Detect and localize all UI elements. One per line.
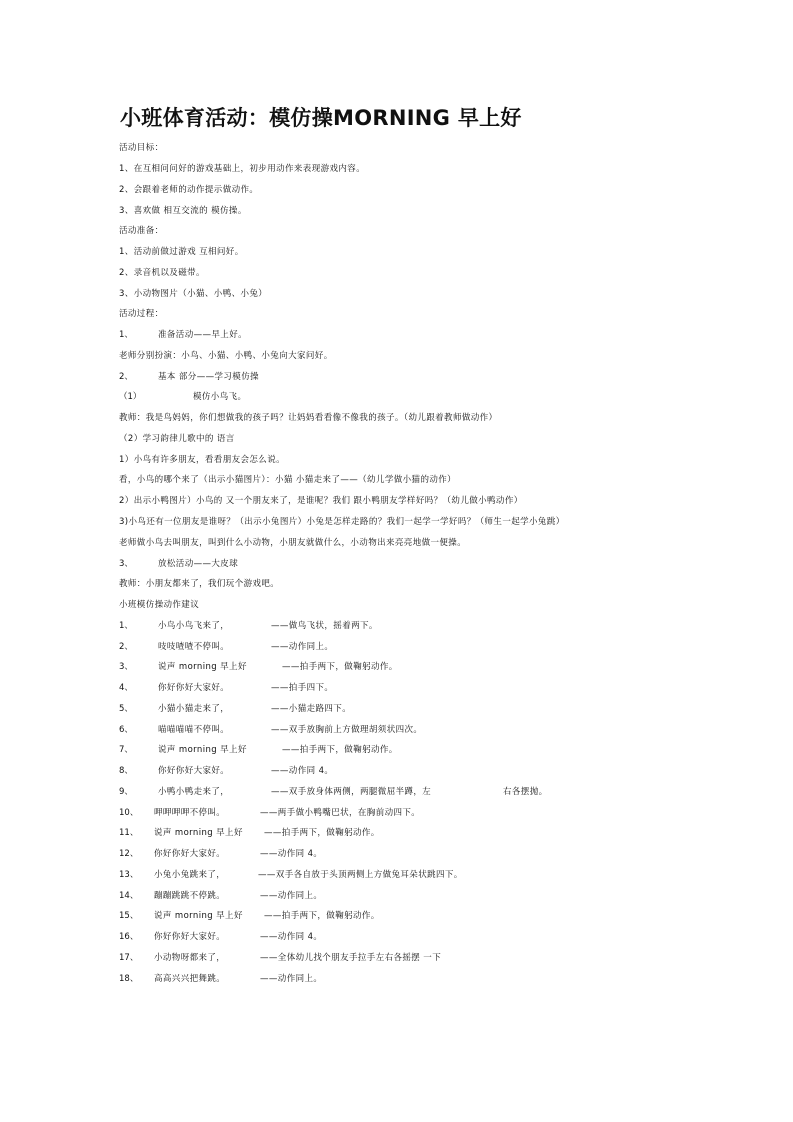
action-lyric: 呷呷呷呷不停叫。 bbox=[154, 808, 226, 818]
action-number: 8、 bbox=[119, 766, 133, 776]
action-move: ——拍手四下。 bbox=[271, 683, 334, 693]
goal-line: 1、在互相问问好的游戏基础上，初步用动作来表现游戏内容。 bbox=[119, 164, 366, 174]
action-number: 12、 bbox=[119, 849, 139, 859]
action-lyric: 说声 morning 早上好 bbox=[158, 745, 247, 755]
action-move: ——双手各自放于头顶两侧上方做兔耳朵状跳四下。 bbox=[258, 870, 463, 880]
section-heading-preparation: 活动准备： bbox=[119, 226, 164, 236]
action-number: 11、 bbox=[119, 828, 139, 838]
preparation-line: 1、活动前做过游戏 互相问好。 bbox=[119, 247, 244, 257]
action-number: 2、 bbox=[119, 642, 133, 652]
action-move: ——两手做小鸭嘴巴状，在胸前动四下。 bbox=[260, 808, 421, 818]
action-number: 16、 bbox=[119, 932, 139, 942]
paragraph-line: 教师：小朋友都来了，我们玩个游戏吧。 bbox=[119, 579, 280, 589]
action-lyric: 喵喵喵喵不停叫。 bbox=[158, 725, 230, 735]
action-number: 18、 bbox=[119, 974, 139, 984]
action-lyric: 小鸭小鸭走来了， bbox=[158, 787, 230, 797]
action-move: ——小猫走路四下。 bbox=[271, 704, 352, 714]
action-number: 1、 bbox=[119, 621, 133, 631]
step-number: 3、 bbox=[119, 559, 133, 569]
action-lyric: 蹦蹦跳跳不停跳。 bbox=[154, 891, 226, 901]
action-lyric: 小兔小兔跳来了， bbox=[154, 870, 226, 880]
action-number: 10、 bbox=[119, 808, 139, 818]
action-move: ——动作同上。 bbox=[260, 891, 323, 901]
paragraph-line: 老师做小鸟去叫朋友，叫到什么小动物，小朋友就做什么，小动物出来亮亮地做一便操。 bbox=[119, 538, 467, 548]
paragraph-line: 2）出示小鸭图片）小鸟的 又一个朋友来了，是谁呢？我们 跟小鸭朋友学样好吗？（幼儿做小鸭动作） bbox=[119, 496, 523, 506]
action-move: ——拍手两下，做鞠躬动作。 bbox=[264, 828, 380, 838]
paragraph-line: 看，小鸟的哪个来了（出示小猫图片）：小猫 小猫走来了——（幼儿学做小猫的动作） bbox=[119, 475, 457, 485]
action-number: 9、 bbox=[119, 787, 133, 797]
action-number: 3、 bbox=[119, 662, 133, 672]
paragraph-line: 1）小鸟有许多朋友，看看朋友会怎么说。 bbox=[119, 455, 286, 465]
action-move: ——动作同 4。 bbox=[260, 849, 323, 859]
action-lyric: 你好你好大家好。 bbox=[154, 932, 226, 942]
preparation-line: 2、录音机以及磁带。 bbox=[119, 268, 205, 278]
step-text: 准备活动——早上好。 bbox=[158, 330, 248, 340]
action-move: ——拍手两下，做鞠躬动作。 bbox=[282, 662, 398, 672]
action-number: 7、 bbox=[119, 745, 133, 755]
section-heading-actions: 小班模仿操动作建议 bbox=[119, 600, 200, 610]
action-lyric: 小鸟小鸟飞来了， bbox=[158, 621, 230, 631]
step-text: 基本 部分——学习模仿操 bbox=[158, 372, 260, 382]
action-move: ——拍手两下，做鞠躬动作。 bbox=[282, 745, 398, 755]
action-move: ——动作同 4。 bbox=[260, 932, 323, 942]
section-heading-process: 活动过程： bbox=[119, 309, 164, 319]
sub-step-text: 模仿小鸟飞。 bbox=[193, 392, 247, 402]
action-lyric: 高高兴兴把舞跳。 bbox=[154, 974, 226, 984]
action-move: ——做鸟飞状，摇着两下。 bbox=[271, 621, 378, 631]
paragraph-line: 3)小鸟还有一位朋友是谁呀？（出示小兔图片）小兔是怎样走路的？我们一起学一学好吗？（师生一起学小兔跳） bbox=[119, 517, 565, 527]
action-lyric: 说声 morning 早上好 bbox=[154, 911, 243, 921]
action-move-continuation: 右各摆抛。 bbox=[503, 787, 548, 797]
action-move: ——动作同上。 bbox=[260, 974, 323, 984]
action-number: 13、 bbox=[119, 870, 139, 880]
preparation-line: 3、小动物图片（小猫、小鸭、小兔） bbox=[119, 289, 268, 299]
step-number: 2、 bbox=[119, 372, 133, 382]
action-move: ——全体幼儿找个朋友手拉手左右各摇摆 一下 bbox=[260, 953, 442, 963]
action-move: ——双手放身体两侧，两腿微屈半蹲，左 bbox=[271, 787, 432, 797]
action-number: 15、 bbox=[119, 911, 139, 921]
action-move: ——动作同 4。 bbox=[271, 766, 334, 776]
page-title: 小班体育活动：模仿操MORNING 早上好 bbox=[120, 106, 522, 130]
action-move: ——动作同上。 bbox=[271, 642, 334, 652]
step-text: 放松活动——大皮球 bbox=[158, 559, 239, 569]
action-number: 6、 bbox=[119, 725, 133, 735]
paragraph-line: （2）学习韵律儿歌中的 语言 bbox=[119, 434, 235, 444]
sub-step-number: （1） bbox=[119, 392, 142, 402]
action-number: 4、 bbox=[119, 683, 133, 693]
action-lyric: 小动物呀都来了， bbox=[154, 953, 226, 963]
action-lyric: 说声 morning 早上好 bbox=[158, 662, 247, 672]
goal-line: 3、喜欢做 相互交流的 模仿操。 bbox=[119, 206, 247, 216]
action-lyric: 小猫小猫走来了， bbox=[158, 704, 230, 714]
step-number: 1、 bbox=[119, 330, 133, 340]
paragraph-line: 教师：我是鸟妈妈，你们想做我的孩子吗？让妈妈看看像不像我的孩子。（幼儿跟着教师做动作） bbox=[119, 413, 498, 423]
action-lyric: 你好你好大家好。 bbox=[158, 766, 230, 776]
step-description: 老师分别扮演：小鸟、小猫、小鸭、小兔向大家问好。 bbox=[119, 351, 333, 361]
action-lyric: 吱吱喳喳不停叫。 bbox=[158, 642, 230, 652]
action-number: 17、 bbox=[119, 953, 139, 963]
action-lyric: 说声 morning 早上好 bbox=[154, 828, 243, 838]
goal-line: 2、会跟着老师的动作提示做动作。 bbox=[119, 185, 259, 195]
action-number: 5、 bbox=[119, 704, 133, 714]
action-lyric: 你好你好大家好。 bbox=[154, 849, 226, 859]
action-number: 14、 bbox=[119, 891, 139, 901]
action-lyric: 你好你好大家好。 bbox=[158, 683, 230, 693]
action-move: ——拍手两下，做鞠躬动作。 bbox=[264, 911, 380, 921]
action-move: ——双手放胸前上方做理胡须状四次。 bbox=[271, 725, 423, 735]
section-heading-goals: 活动目标： bbox=[119, 143, 164, 153]
